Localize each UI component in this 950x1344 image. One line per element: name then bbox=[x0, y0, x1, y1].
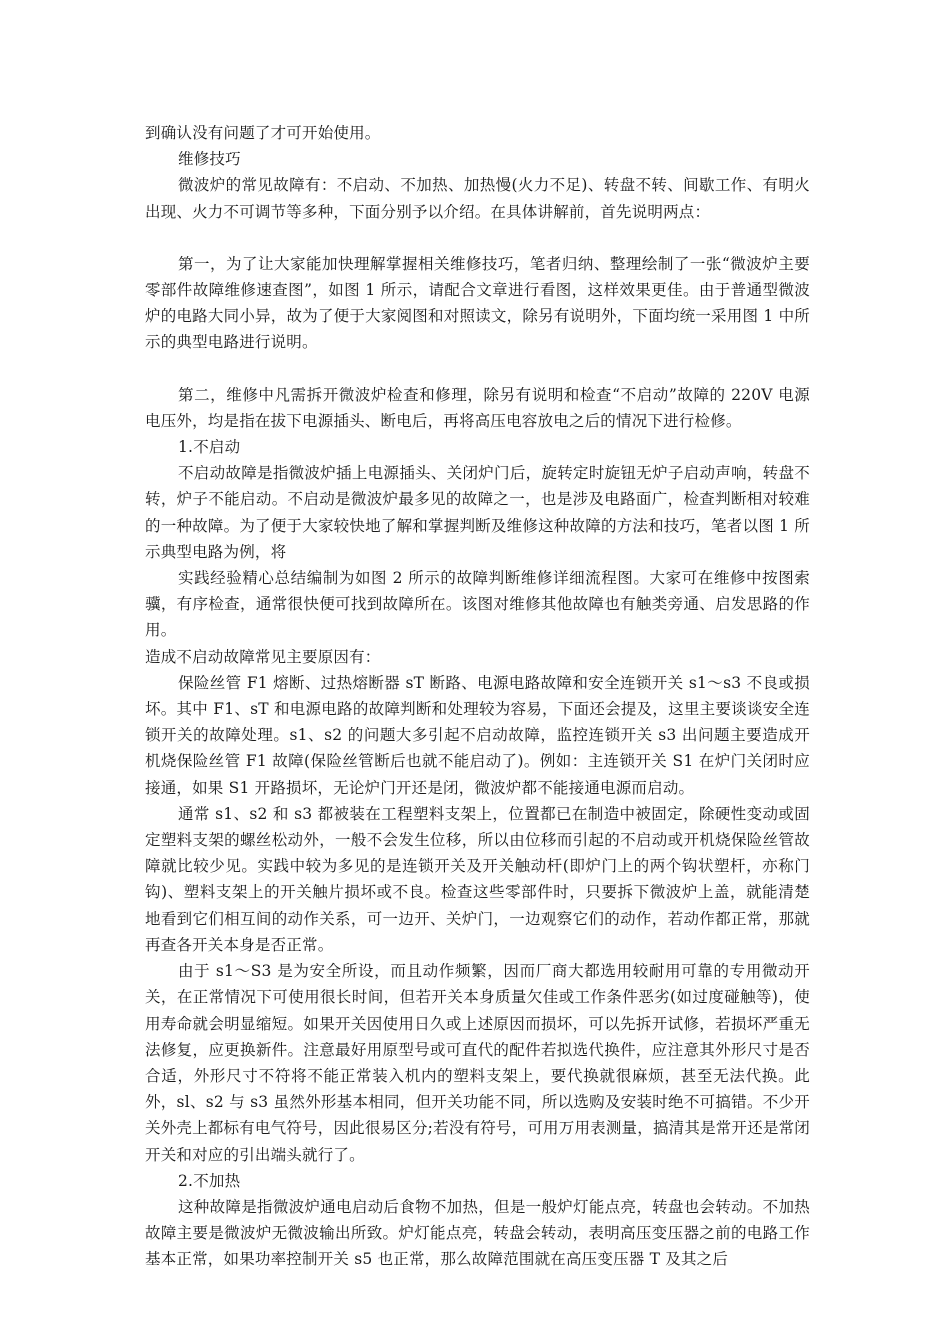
paragraph-no-start-definition: 不启动故障是指微波炉插上电源插头、关闭炉门后，旋转定时旋钮无炉子启动声响，转盘不转，炉子不能启动。不启动是微波炉最多见的故障之一，也是涉及电路面广，检查判断相对较难的一种故障。为了便于大家较快地了解和掌握判断及维修这种故障的方法和技巧，笔者以图 1 所示典型电路为例，将 bbox=[145, 464, 810, 561]
paragraph-fuse-switch-causes: 保险丝管 F1 熔断、过热熔断器 sT 断路、电源电路故障和安全连锁开关 s1～s3 不良或损坏。其中 F1、sT 和电源电路的故障判断和处理较为容易，下面还会提及，这里主要谈谈安全连锁开关的故障处理。s1、s2 的问题大多引起不启动故障，监控连锁开关 s3 出问题主要造成开机烧保险丝管 F1 故障(保险丝管断后也就不能启动了)。例如：主连锁开关 S1 在炉门关闭时应接通，如果 S1 开路损坏，无论炉门开还是闭，微波炉都不能接通电源而启动。 bbox=[145, 673, 810, 797]
paragraph-point-one: 第一，为了让大家能加快理解掌握相关维修技巧，笔者归纳、整理绘制了一张“微波炉主要零部件故障维修速查图”，如图 1 所示，请配合文章进行看图，这样效果更佳。由于普通型微波炉的电路大同小异，故为了便于大家阅图和对照读文，除另有说明外，下面均统一采用图 1 中所示的典型电路进行说明。 bbox=[145, 254, 810, 352]
paragraph-spacer bbox=[145, 356, 810, 382]
paragraph-main-causes-heading: 造成不启动故障常见主要原因有： bbox=[145, 647, 381, 666]
section-heading-repair-tips: 维修技巧 bbox=[178, 150, 241, 169]
section-heading-no-heat: 2.不加热 bbox=[178, 1171, 241, 1190]
paragraph-intro-tail: 到确认没有问题了才可开始使用。 bbox=[145, 124, 381, 142]
paragraph-no-heat-definition: 这种故障是指微波炉通电启动后食物不加热，但是一般炉灯能点亮，转盘也会转动。不加热故障主要是微波炉无微波输出所致。炉灯能点亮，转盘会转动，表明高压变压器之前的电路工作基本正常，如果功率控制开关 s5 也正常，那么故障范围就在高压变压器 T 及其之后 bbox=[145, 1197, 810, 1269]
section-heading-no-start: 1.不启动 bbox=[178, 438, 241, 457]
paragraph-point-two: 第二，维修中凡需拆开微波炉检查和修理，除另有说明和检查“不启动”故障的 220V 电源电压外，均是指在拔下电源插头、断电后，再将高压电容放电之后的情况下进行检修。 bbox=[145, 385, 810, 430]
paragraph-common-faults: 微波炉的常见故障有：不启动、不加热、加热慢(火力不足)、转盘不转、间歇工作、有明火出现、火力不可调节等多种，下面分别予以介绍。在具体讲解前，首先说明两点： bbox=[145, 176, 810, 221]
document-body bbox=[145, 120, 810, 1273]
paragraph-switch-replacement: 由于 s1～S3 是为安全所设，而且动作频繁，因而厂商大都选用较耐用可靠的专用微动开关，在正常情况下可使用很长时间，但若开关本身质量欠佳或工作条件恶劣(如过度碰触等)，使用寿命就会明显缩短。如果开关因使用日久或上述原因而损坏，可以先拆开试修，若损坏严重无法修复，应更换新件。注意最好用原型号或可直代的配件若拟选代换件，应注意其外形尺寸是否合适，外形尺寸不符将不能正常装入机内的塑料支架上，要代换就很麻烦，甚至无法代换。此外，sl、s2 与 s3 虽然外形基本相同，但开关功能不同，所以选购及安装时绝不可搞错。不少开关外壳上都标有电气符号，因此很易区分;若没有符号，可用万用表测量，搞清其是常开还是常闭开关和对应的引出端头就行了。 bbox=[145, 962, 810, 1164]
paragraph-flowchart-intro: 实践经验精心总结编制为如图 2 所示的故障判断维修详细流程图。大家可在维修中按图索骥，有序检查，通常很快便可找到故障所在。该图对维修其他故障也有触类旁通、启发思路的作用。 bbox=[145, 569, 810, 640]
paragraph-spacer bbox=[145, 225, 810, 251]
paragraph-switch-mounting: 通常 s1、s2 和 s3 都被装在工程塑料支架上，位置都已在制造中被固定，除硬性变动或固定塑料支架的螺丝松动外，一般不会发生位移，所以由位移而引起的不启动或开机烧保险丝管故障就比较少见。实践中较为多见的是连锁开关及开关触动杆(即炉门上的两个钩状塑杆，亦称门钩)、塑料支架上的开关触片损坏或不良。检查这些零部件时，只要拆下微波炉上盖，就能清楚地看到它们相互间的动作关系，可一边开、关炉门，一边观察它们的动作，若动作都正常，那就再查各开关本身是否正常。 bbox=[145, 804, 810, 954]
